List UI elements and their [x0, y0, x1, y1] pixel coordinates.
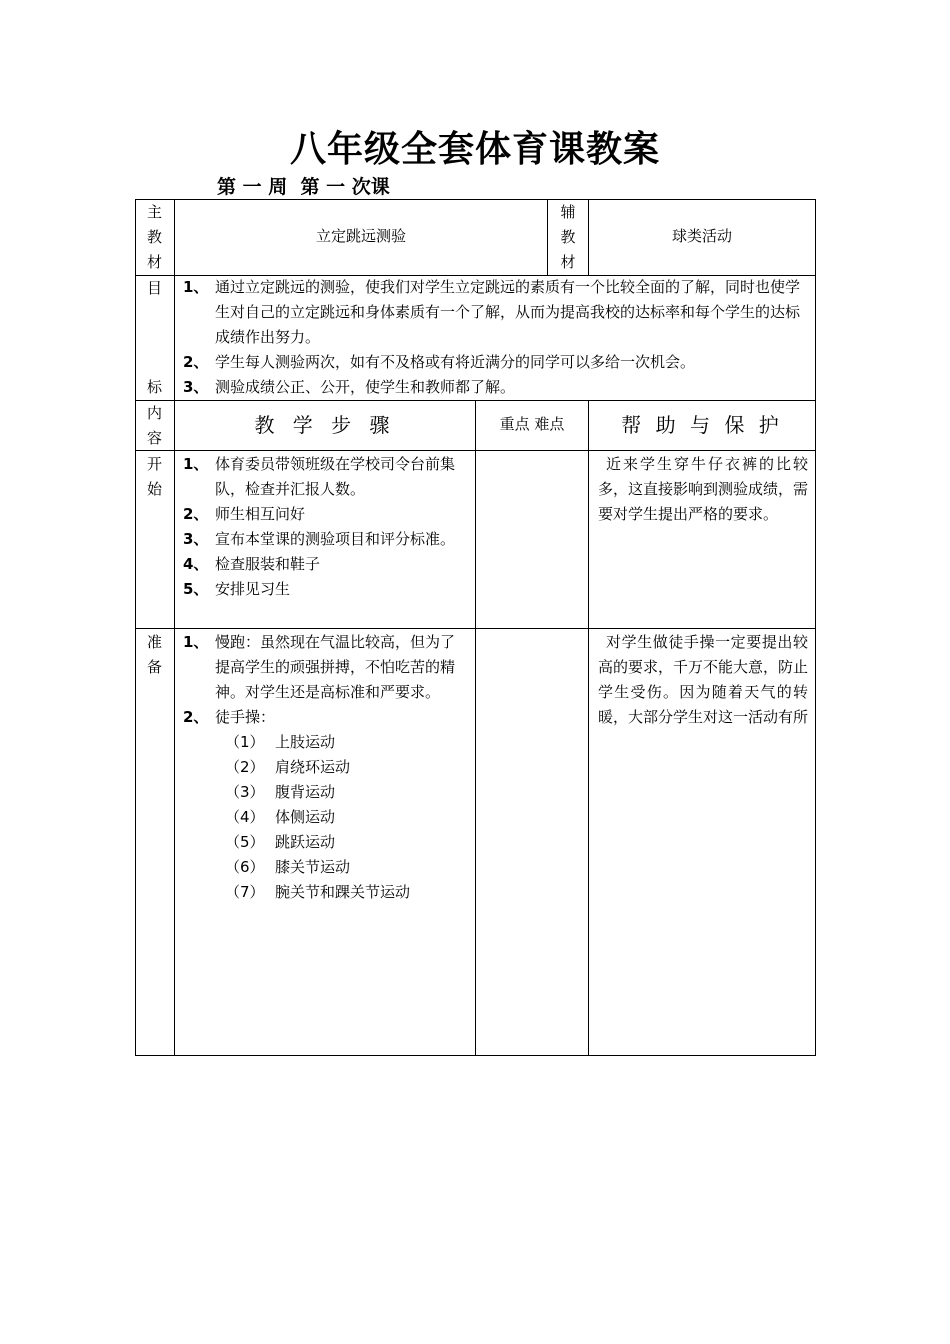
table-border-top: [135, 199, 816, 200]
start-item: [175, 502, 469, 527]
exercise-number: （7）: [225, 883, 265, 901]
start-item-text: 体育委员带领班级在学校司令台前集队，检查并汇报人数。: [215, 455, 456, 498]
exercise-item: [175, 880, 469, 905]
keypoints-column-divider: [588, 400, 589, 1055]
prep-help-note: 对学生做徒手操一定要提出较高的要求，千万不能大意，防止学生受伤。因为随着天气的转暖，大部分学生对这一活动有所: [598, 633, 809, 726]
start-item-number: 2、: [183, 505, 209, 523]
table-border-right: [815, 199, 816, 1055]
goal-item: [175, 350, 809, 375]
goal-item-number: 2、: [183, 353, 209, 371]
start-item-text: 检查服装和鞋子: [215, 555, 321, 573]
start-item-text: 宣布本堂课的测验项目和评分标准。: [215, 530, 456, 548]
exercise-text: 上肢运动: [275, 733, 336, 751]
steps-header: 教 学 步 骤: [254, 413, 396, 437]
exercise-text: 膝关节运动: [275, 858, 351, 876]
prep-item-number: 1、: [183, 633, 209, 651]
main-material-label: 主 教 材: [146, 203, 162, 271]
prep-item: [175, 705, 469, 730]
steps-column-divider: [475, 400, 476, 1055]
table-border-left: [135, 199, 136, 1055]
goal-label-bottom: 标: [146, 378, 162, 396]
content-label: 内 容: [146, 404, 162, 447]
exercise-item: [175, 755, 469, 780]
start-item-text: 安排见习生: [215, 580, 291, 598]
exercise-item: [175, 805, 469, 830]
exercise-text: 跳跃运动: [275, 833, 336, 851]
start-item-number: 4、: [183, 555, 209, 573]
start-label: 开 始: [146, 455, 162, 498]
exercise-text: 肩绕环运动: [275, 758, 351, 776]
start-help-note: 近来学生穿牛仔衣裤的比较多，这直接影响到测验成绩，需要对学生提出严格的要求。: [598, 455, 809, 523]
exercise-item: [175, 780, 469, 805]
exercise-number: （3）: [225, 783, 265, 801]
prep-label: 准 备: [146, 633, 162, 676]
prep-item-text: 徒手操：: [215, 708, 276, 726]
goal-item-number: 1、: [183, 278, 209, 296]
goal-item: [175, 275, 809, 350]
row-divider-3: [135, 450, 816, 451]
table-border-bottom: [135, 1055, 816, 1056]
exercise-text: 体侧运动: [275, 808, 336, 826]
start-item: [175, 577, 469, 602]
row-divider-4: [135, 628, 816, 629]
goal-item-text: 学生每人测验两次，如有不及格或有将近满分的同学可以多给一次机会。: [215, 353, 696, 371]
page-title: 八年级全套体育课教案: [289, 129, 660, 170]
goal-item-text: 通过立定跳远的测验，使我们对学生立定跳远的素质有一个比较全面的了解，同时也使学生对自己的立定跳远和身体素质有一个了解，从而为提高我校的达标率和每个学生的达标成绩作出努力。: [215, 278, 801, 346]
goal-item: [175, 375, 809, 400]
exercise-text: 腕关节和踝关节运动: [275, 883, 411, 901]
start-item: [175, 552, 469, 577]
exercise-item: [175, 830, 469, 855]
goal-item-text: 测验成绩公正、公开，使学生和教师都了解。: [215, 378, 516, 396]
exercise-number: （2）: [225, 758, 265, 776]
goal-item-number: 3、: [183, 378, 209, 396]
start-item: [175, 452, 469, 502]
exercise-item: [175, 730, 469, 755]
exercise-item: [175, 855, 469, 880]
prep-item: [175, 630, 469, 705]
exercise-number: （1）: [225, 733, 265, 751]
start-item-text: 师生相互问好: [215, 505, 306, 523]
aux-material-value: 球类活动: [671, 227, 732, 245]
prep-item-text: 慢跑：虽然现在气温比较高，但为了提高学生的顽强拼搏，不怕吃苦的精神。对学生还是高标准和严要求。: [215, 633, 456, 701]
start-item-number: 3、: [183, 530, 209, 548]
goal-list: [175, 275, 809, 400]
keypoints-header: 重点 难点: [499, 415, 565, 433]
goal-label-top: 目: [146, 279, 162, 297]
prep-item-number: 2、: [183, 708, 209, 726]
lesson-subtitle: 第 一 周 第 一 次课: [217, 176, 390, 198]
start-item-number: 5、: [183, 580, 209, 598]
exercise-number: （4）: [225, 808, 265, 826]
exercise-number: （6）: [225, 858, 265, 876]
exercise-number: （5）: [225, 833, 265, 851]
start-item-number: 1、: [183, 455, 209, 473]
start-list: [175, 452, 469, 602]
exercise-text: 腹背运动: [275, 783, 336, 801]
prep-list: [175, 630, 469, 905]
main-material-value: 立定跳远测验: [315, 227, 406, 245]
aux-material-label: 辅 教 材: [560, 203, 576, 271]
row-divider-2: [135, 400, 816, 401]
help-header: 帮 助 与 保 护: [621, 413, 783, 437]
start-item: [175, 527, 469, 552]
